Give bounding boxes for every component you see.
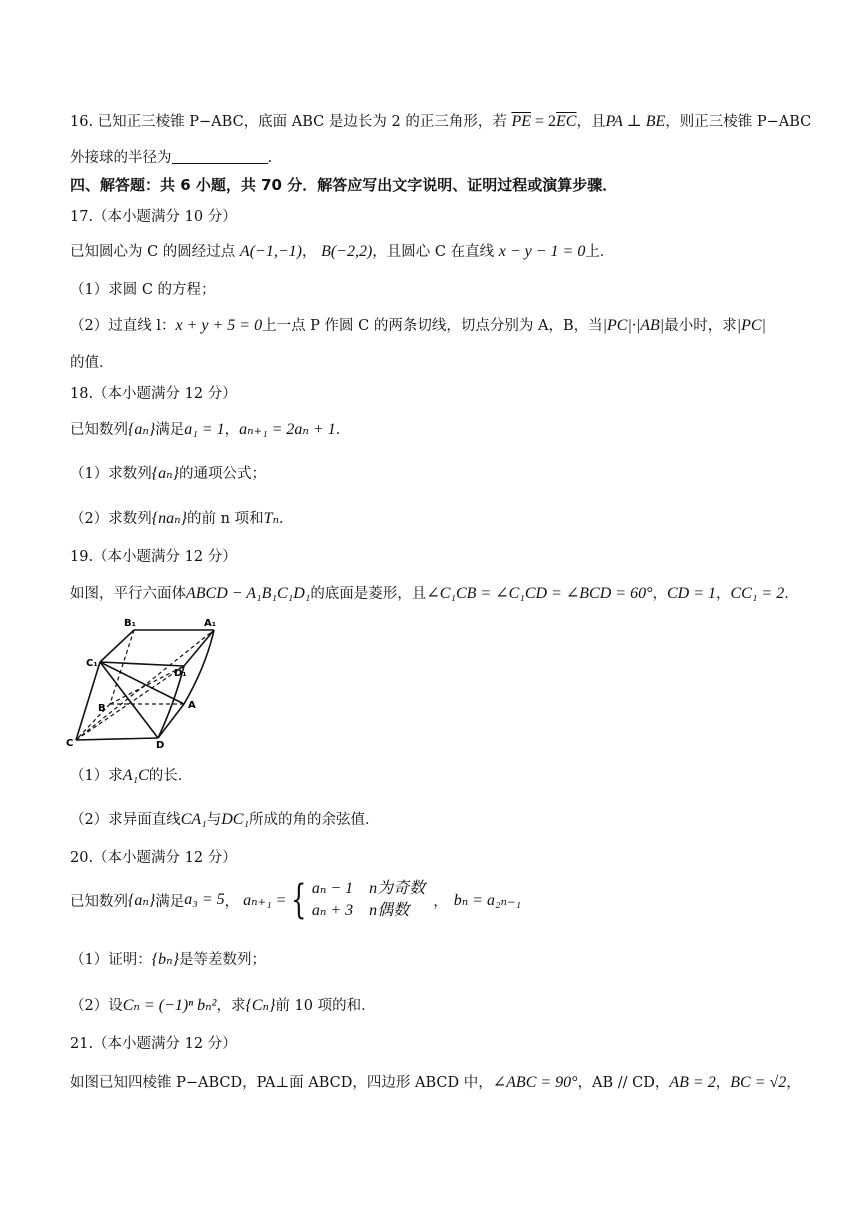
q21-stem-b: ，AB // CD， <box>577 1075 670 1091</box>
q20-stem-a: 已知数列 <box>70 893 128 910</box>
q20-header: 20.（本小题满分 12 分） <box>70 850 237 866</box>
q18-p2-end: ． <box>278 511 294 527</box>
label-a: A <box>188 700 196 711</box>
q20-p1-a: （1）证明： <box>70 952 152 968</box>
sequence-b: {bₙ} <box>151 951 180 968</box>
q19-part2 <box>70 808 380 829</box>
edge-a1-a <box>184 630 214 704</box>
bn-definition: bₙ = a₂ₙ₋₁ <box>453 892 522 909</box>
label-a1: A₁ <box>204 618 217 629</box>
q21-stem-d: ， <box>786 1075 801 1091</box>
q21-stem <box>70 1071 801 1092</box>
q18-stem <box>70 418 350 439</box>
q19-stem-d: ， <box>716 586 731 602</box>
bc-length: BC = √2 <box>730 1074 787 1091</box>
sequence-a: {aₙ} <box>128 421 156 438</box>
q19-p2-b: 所成的角的余弦值． <box>249 812 380 828</box>
q18-p1-seq: {aₙ} <box>151 465 180 482</box>
q16-line2 <box>70 146 272 167</box>
q19-stem-c: ， <box>652 586 667 602</box>
q16-text-b: ，且 <box>576 114 606 130</box>
line-l-equation: x + y + 5 = 0 <box>175 317 263 334</box>
label-b1: B₁ <box>124 618 137 629</box>
parallelepiped-figure <box>66 614 226 750</box>
q16-text-line2: 外接球的半径为 <box>70 150 172 166</box>
q19-stem-e: ． <box>784 586 799 602</box>
q17-part1: （1）求圆 C 的方程； <box>70 282 216 298</box>
q21-header: 21.（本小题满分 12 分） <box>70 1036 237 1052</box>
q18-p2-b: 的前 n 项和 <box>187 511 264 527</box>
q20-sequence: {aₙ} <box>128 892 156 909</box>
ab-length: AB = 2 <box>669 1074 716 1091</box>
label-b: B <box>98 703 106 714</box>
cc1-length: CC₁ = 2 <box>730 585 785 602</box>
q17-p2-b: 上一点 P 作圆 C 的两条切线，切点分别为 A，B，当 <box>262 318 603 334</box>
q18-p2-a: （2）求数列 <box>70 511 152 527</box>
q17-part2-end: 的值． <box>70 355 114 371</box>
q17-p2-c: 最小时，求 <box>664 318 737 334</box>
q18-stem-c: ， <box>224 422 240 438</box>
q17-stem <box>70 240 614 261</box>
segment-a1c: A₁C <box>122 767 149 784</box>
q16-text-a: 16. 已知正三棱锥 P−ABC，底面 ABC 是边长为 2 的正三角形，若 <box>70 114 507 130</box>
line-equation: x − y − 1 = 0 <box>498 243 586 260</box>
q16-period: . <box>267 150 273 166</box>
sequence-c: {Cₙ} <box>245 997 276 1014</box>
label-d: D <box>156 740 165 750</box>
q18-header: 18.（本小题满分 12 分） <box>70 386 237 402</box>
label-d1: D₁ <box>174 668 187 679</box>
q17-stem-d: 上． <box>585 244 615 260</box>
a3-value: a₃ = 5 <box>184 891 225 908</box>
q18-p1-b: 的通项公式； <box>179 466 267 482</box>
q18-p1-a: （1）求数列 <box>70 466 152 482</box>
q20-p2-a: （2）设 <box>70 998 123 1014</box>
q17-stem-b: ， <box>301 244 317 260</box>
q19-stem-a: 如图，平行六面体 <box>70 586 186 602</box>
q18-stem-b: 满足 <box>155 422 185 438</box>
q16-eq: = 2 <box>530 113 557 130</box>
label-c1: C₁ <box>86 658 98 669</box>
q17-p2-a: （2）过直线 l： <box>70 318 176 334</box>
q19-p2-mid: 与 <box>206 812 222 828</box>
q17-header: 17.（本小题满分 10 分） <box>70 209 237 225</box>
point-a: A(−1,−1) <box>239 243 302 260</box>
section-heading: 四、解答题：共 6 小题，共 70 分．解答应写出文字说明、证明过程或演算步骤． <box>70 176 618 194</box>
q16-text-c: ，则正三棱锥 P−ABC <box>665 114 812 130</box>
q18-stem-a: 已知数列 <box>70 422 128 438</box>
edge-c1-c <box>76 662 100 740</box>
pc-length: |PC| <box>736 317 766 334</box>
q18-stem-d: ． <box>335 422 351 438</box>
parallelepiped-name: ABCD − A₁B₁C₁D₁ <box>186 585 311 602</box>
point-b: B(−2,2) <box>321 243 373 260</box>
q20-stem-d: ， <box>433 893 448 910</box>
q19-p2-a: （2）求异面直线 <box>70 812 181 828</box>
q16-line1 <box>70 110 811 131</box>
q18-p2-seq: {naₙ} <box>151 510 188 527</box>
vector-pe: $\overline{PE}$ <box>511 113 531 130</box>
q17-part2 <box>70 314 766 335</box>
edge-c1-d <box>100 662 158 738</box>
angle-abc: ∠ABC = 90° <box>492 1074 578 1091</box>
q20-part2 <box>70 994 376 1015</box>
q20-p2-b: ，求 <box>216 998 246 1014</box>
q18-part2 <box>70 507 293 528</box>
cd-length: CD = 1 <box>666 585 716 602</box>
piecewise-lhs: aₙ₊₁ = <box>243 892 287 909</box>
q20-p2-end: 前 10 项的和． <box>275 998 376 1014</box>
edge-c-d <box>76 738 158 740</box>
q20-part1 <box>70 948 266 969</box>
pc-ab-product: |PC|·|AB| <box>602 317 665 334</box>
line-dc1: DC₁ <box>221 811 250 828</box>
q19-part1 <box>70 764 192 785</box>
q21-stem-a: 如图已知四棱锥 P−ABCD，PA⊥面 ABCD，四边形 ABCD 中， <box>70 1075 493 1091</box>
label-c: C <box>66 738 74 749</box>
answer-blank[interactable] <box>172 149 268 164</box>
q21-stem-c: ， <box>715 1075 731 1091</box>
q19-p1-a: （1）求 <box>70 768 123 784</box>
a1-value: a₁ = 1 <box>184 421 225 438</box>
angle-conditions: ∠C₁CB = ∠C₁CD = ∠BCD = 60° <box>426 585 653 602</box>
case-even: aₙ + 3 n偶数 <box>311 902 410 919</box>
q17-stem-c: ，且圆心 C 在直线 <box>372 244 495 260</box>
q19-p1-b: 的长． <box>148 768 193 784</box>
q17-stem-a: 已知圆心为 C 的圆经过点 <box>70 244 236 260</box>
cn-definition: Cₙ = (−1)ⁿ bₙ² <box>122 997 217 1014</box>
q19-stem-b: 的底面是菱形，且 <box>310 586 427 602</box>
q20-p1-b: 是等差数列； <box>179 952 267 968</box>
piecewise-cases <box>312 878 425 922</box>
sum-tn: Tₙ <box>263 510 279 527</box>
recurrence: aₙ₊₁ = 2aₙ + 1 <box>239 421 336 438</box>
case-odd: aₙ − 1 n为奇数 <box>311 880 426 897</box>
vector-ec: $\overline{EC}$ <box>556 113 577 130</box>
q20-stem-b: 满足 <box>155 893 185 910</box>
q19-stem <box>70 582 799 603</box>
q20-stem <box>70 878 521 922</box>
perp-condition: PA ⊥ BE <box>605 113 666 130</box>
q19-header: 19.（本小题满分 12 分） <box>70 549 237 565</box>
q20-stem-c: ， <box>224 893 240 910</box>
q18-part1 <box>70 462 266 483</box>
piecewise-brace: { aₙ − 1 n为奇数 aₙ + 3 n偶数 <box>291 877 426 923</box>
line-ca1: CA₁ <box>180 811 207 828</box>
